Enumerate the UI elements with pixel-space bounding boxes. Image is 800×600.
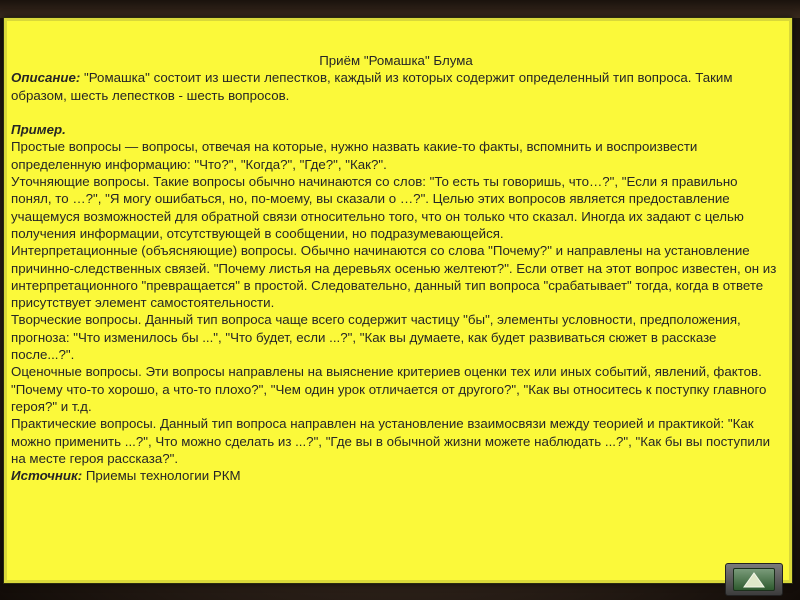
question-type-evaluative: Оценочные вопросы. Эти вопросы направлены на выяснение критериев оценки тех или иных событий, явлений, фактов. "Почему что-то хорошо, а что-то плохо?", "Чем один урок отличается от другого?", "Как вы относитесь к поступку главного героя?" и т.д.	[11, 364, 767, 414]
question-type-creative: Творческие вопросы. Данный тип вопроса чаще всего содержит частицу "бы", элементы условности, предположения, прогноза: "Что изменилось бы ...", "Что будет, если ...?", "Как вы думаете, как будет развиваться сюжет в рассказе после...?".	[11, 312, 741, 363]
description-paragraph	[11, 69, 781, 104]
source-label: Источник:	[11, 468, 83, 484]
background-stripe	[0, 0, 800, 18]
triangle-up-icon	[743, 572, 765, 588]
example-label: Пример.	[11, 122, 66, 138]
description-text: "Ромашка" состоит из шести лепестков, каждый из которых содержит определенный тип вопроса. Таким образом, шесть лепестков - шесть вопросов.	[11, 70, 733, 103]
next-slide-button[interactable]	[725, 563, 783, 596]
source-paragraph	[11, 467, 781, 484]
question-type-interpretive: Интерпретационные (объясняющие) вопросы. Обычно начинаются со слова "Почему?" и направлены на установление причинно-следственных связей. "Почему листья на деревьях осенью желтеют?". Если ответ на этот вопрос известен, он из интерпретационного "превращается" в простой. Следовательно, данный тип вопроса "срабатывает" тогда, когда в ответе присутствует элемент самостоятельности.	[11, 243, 777, 311]
slide-content	[11, 52, 781, 484]
slide-title: Приём "Ромашка" Блума	[319, 53, 473, 68]
question-type-clarifying: Уточняющие вопросы. Такие вопросы обычно начинаются со слов: "То есть ты говоришь, что…?", "Если я правильно понял, то …?", "Я могу ошибаться, но, по-моему, вы сказали о …?". Целью этих вопросов является предоставление учащемуся возможностей для обратной связи относительно того, что он только что сказал. Иногда их задают с целью получения информации, отсутствующей в сообщении, но подразумевающейся.	[11, 174, 744, 241]
question-type-practical: Практические вопросы. Данный тип вопроса направлен на установление взаимосвязи между теорией и практикой: "Как можно применить ...?", Что можно сделать из ...?", "Где вы в обычной жизни можете наблюдать ...?", "Как бы вы поступили на месте героя рассказа?".	[11, 416, 771, 466]
description-label: Описание:	[11, 70, 81, 86]
source-text: Приемы технологии РКМ	[82, 468, 241, 484]
next-button-face	[733, 568, 775, 591]
spacer	[11, 104, 781, 121]
example-heading	[11, 121, 781, 138]
question-type-simple: Простые вопросы — вопросы, отвечая на которые, нужно назвать какие-то факты, вспомнить и воспроизвести определенную информацию: "Что?", "Когда?", "Где?", "Как?".	[11, 139, 698, 172]
